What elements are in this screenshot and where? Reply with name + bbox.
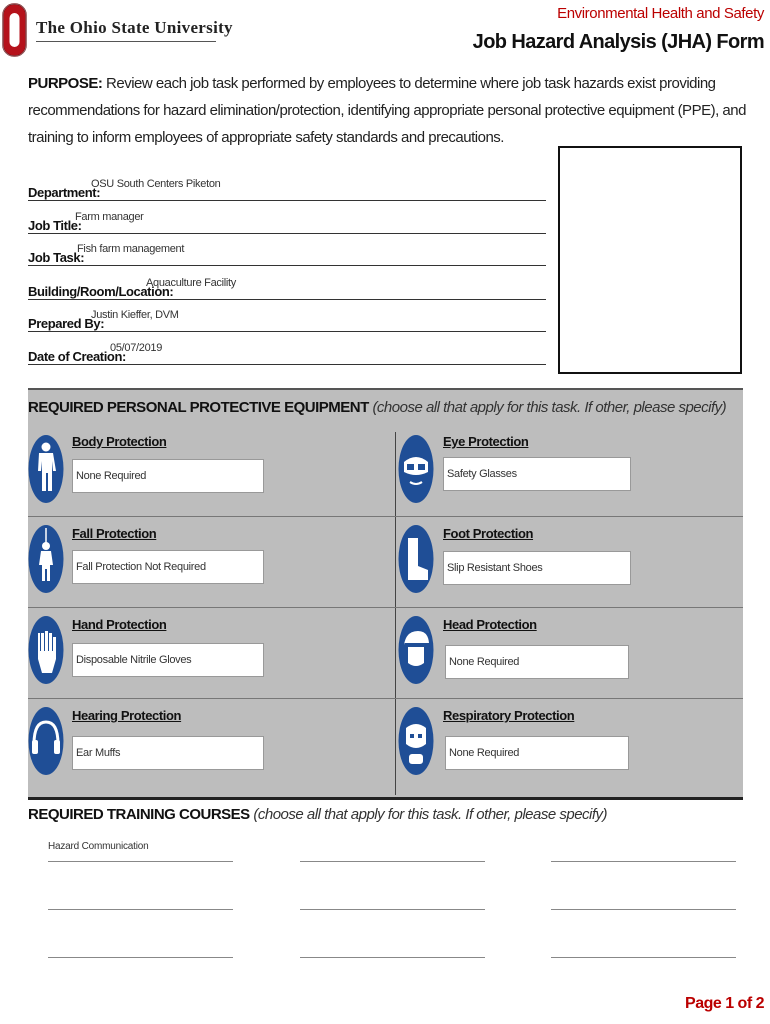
training-line[interactable]	[300, 909, 485, 910]
job-task-field[interactable]	[28, 236, 546, 266]
block-o-icon	[0, 0, 36, 60]
prepared-by-field[interactable]	[28, 302, 546, 332]
location-label: Building/Room/Location:	[28, 284, 174, 299]
purpose-text: Review each job task performed by employees to determine where job task hazards exist providing recommendations for hazard elimination/protection, identifying appropriate personal protective equipment (PPE), and training to inform employees of appropriate safety standards and precautions.	[28, 75, 746, 146]
hand-protection-input[interactable]: Disposable Nitrile Gloves	[72, 643, 264, 677]
hearing-protection-title: Hearing Protection	[72, 708, 182, 723]
prepared-by-value[interactable]: Justin Kieffer, DVM	[91, 309, 179, 321]
training-heading-instruction: (choose all that apply for this task. If other, please specify)	[253, 806, 608, 823]
ppe-panel-top-border	[28, 388, 743, 390]
eye-protection-title: Eye Protection	[443, 434, 529, 449]
hearing-protection-icon	[28, 706, 64, 776]
training-line[interactable]	[551, 861, 736, 862]
respiratory-protection-title: Respiratory Protection	[443, 708, 575, 723]
date-underline	[28, 364, 546, 365]
training-course[interactable]: Hazard Communication	[48, 841, 149, 852]
body-protection-input[interactable]: None Required	[72, 459, 264, 493]
ppe-heading-instruction: (choose all that apply for this task. If other, please specify)	[372, 399, 727, 416]
date-label: Date of Creation:	[28, 349, 126, 364]
hearing-protection-input[interactable]: Ear Muffs	[72, 736, 264, 770]
fall-protection-icon	[28, 524, 64, 594]
foot-protection-input[interactable]: Slip Resistant Shoes	[443, 551, 631, 585]
purpose-paragraph	[28, 70, 748, 151]
department-underline	[28, 200, 546, 201]
hand-protection-icon	[28, 615, 64, 685]
ppe-column-divider	[395, 432, 396, 795]
purpose-label: PURPOSE:	[28, 75, 103, 92]
ppe-row-divider	[28, 698, 743, 699]
location-value[interactable]: Aquaculture Facility	[146, 277, 236, 289]
training-line[interactable]	[551, 909, 736, 910]
training-line[interactable]	[300, 861, 485, 862]
training-line[interactable]	[48, 861, 233, 862]
job-task-label: Job Task:	[28, 250, 85, 265]
head-protection-icon	[398, 615, 434, 685]
training-line[interactable]	[48, 957, 233, 958]
head-protection-title: Head Protection	[443, 617, 537, 632]
department-label: Department:	[28, 185, 101, 200]
training-line[interactable]	[48, 909, 233, 910]
training-heading-label: REQUIRED TRAINING COURSES	[28, 806, 250, 823]
ppe-heading-label: REQUIRED PERSONAL PROTECTIVE EQUIPMENT	[28, 399, 369, 416]
hand-protection-title: Hand Protection	[72, 617, 167, 632]
respiratory-protection-icon	[398, 706, 434, 776]
ppe-row-divider	[28, 516, 743, 517]
job-title-label: Job Title:	[28, 218, 82, 233]
training-heading	[28, 806, 607, 823]
ppe-heading	[28, 399, 726, 416]
form-title: Job Hazard Analysis (JHA) Form	[472, 31, 764, 53]
job-task-underline	[28, 265, 546, 266]
eye-protection-input[interactable]: Safety Glasses	[443, 457, 631, 491]
job-title-field[interactable]	[28, 204, 546, 234]
date-value[interactable]: 05/07/2019	[110, 342, 163, 354]
page-number: Page 1 of 2	[685, 995, 764, 1012]
head-protection-input[interactable]: None Required	[445, 645, 629, 679]
eye-protection-icon	[398, 434, 434, 504]
foot-protection-title: Foot Protection	[443, 526, 534, 541]
prepared-by-label: Prepared By:	[28, 316, 105, 331]
prepared-by-underline	[28, 331, 546, 332]
job-task-value[interactable]: Fish farm management	[77, 243, 185, 255]
date-field[interactable]	[28, 335, 546, 365]
university-name: The Ohio State University	[36, 18, 233, 37]
training-line[interactable]	[551, 957, 736, 958]
photo-box[interactable]	[558, 146, 742, 374]
body-protection-title: Body Protection	[72, 434, 167, 449]
body-protection-icon	[28, 434, 64, 504]
training-line[interactable]	[300, 957, 485, 958]
job-title-value[interactable]: Farm manager	[75, 211, 144, 223]
ppe-row-divider	[28, 607, 743, 608]
respiratory-protection-input[interactable]: None Required	[445, 736, 629, 770]
ppe-panel-bottom-border	[28, 797, 743, 800]
ehs-title: Environmental Health and Safety	[557, 5, 764, 22]
department-value[interactable]: OSU South Centers Piketon	[91, 178, 221, 190]
fall-protection-input[interactable]: Fall Protection Not Required	[72, 550, 264, 584]
job-title-underline	[28, 233, 546, 234]
university-underline	[36, 41, 216, 42]
foot-protection-icon	[398, 524, 434, 594]
location-field[interactable]	[28, 270, 546, 300]
location-underline	[28, 299, 546, 300]
fall-protection-title: Fall Protection	[72, 526, 157, 541]
department-field[interactable]	[28, 171, 546, 201]
